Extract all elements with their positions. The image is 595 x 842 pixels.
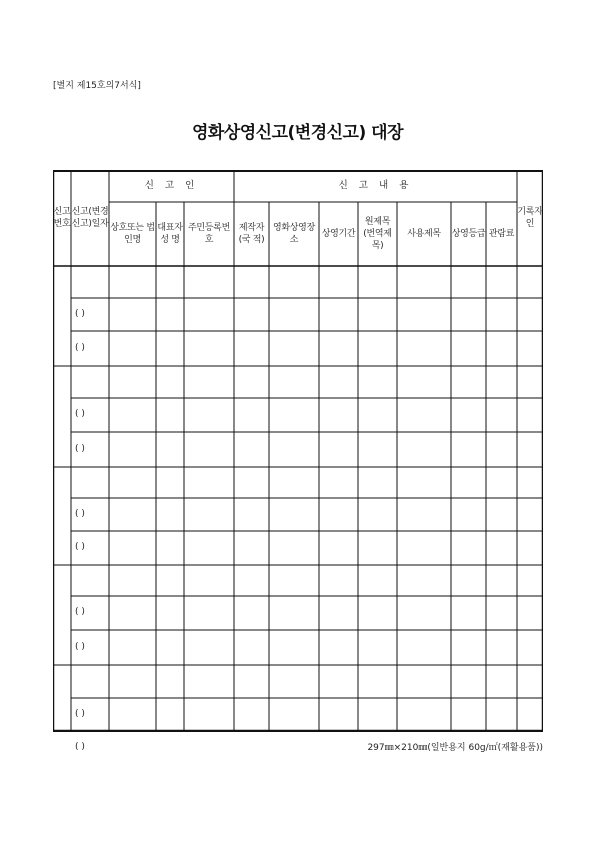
form-number: [별지 제15호의7서식] <box>53 81 141 91</box>
column-header-no: 신고 번호 <box>53 207 71 229</box>
column-header-producer: 제작자 (국 적) <box>238 223 265 245</box>
column-header-rating: 상영등급 <box>451 229 486 239</box>
column-header-rep: 대표자 성 명 <box>157 223 183 245</box>
date-paren-placeholder: ( ) <box>75 409 85 419</box>
date-paren-placeholder: ( ) <box>75 708 85 719</box>
column-header-resident-no: 주민등록번호 <box>188 223 230 245</box>
page-title: 영화상영신고(변경신고) 대장 <box>191 123 404 143</box>
column-header-date: 신고(변경 신고)일자 <box>71 207 109 229</box>
date-paren-placeholder: ( ) <box>75 508 85 519</box>
group-header-content: 신 고 내 용 <box>338 180 413 191</box>
column-header-use-title: 사용제목 <box>407 229 441 239</box>
group-header-reporter: 신 고 인 <box>144 180 199 191</box>
date-paren-placeholder: ( ) <box>75 607 85 617</box>
date-paren-placeholder: ( ) <box>75 542 85 552</box>
column-header-venue: 영화상영장소 <box>273 223 315 245</box>
column-header-fee: 관람료 <box>488 229 515 239</box>
column-header-recorder: 기록자 인 <box>517 207 543 229</box>
date-paren-placeholder: ( ) <box>75 308 85 319</box>
date-paren-placeholder: ( ) <box>75 641 85 652</box>
date-paren-placeholder: ( ) <box>75 443 85 454</box>
date-paren-placeholder: ( ) <box>75 342 85 353</box>
column-header-company: 상호또는 법 인명 <box>110 223 155 245</box>
column-header-orig-title: 원제목 (번역제목) <box>363 217 392 251</box>
column-header-period: 상영기간 <box>321 229 356 239</box>
paper-spec-note: 297㎜×210㎜(일반용지 60g/㎡(재활용품)) <box>367 743 543 753</box>
date-paren-placeholder: ( ) <box>75 741 85 752</box>
